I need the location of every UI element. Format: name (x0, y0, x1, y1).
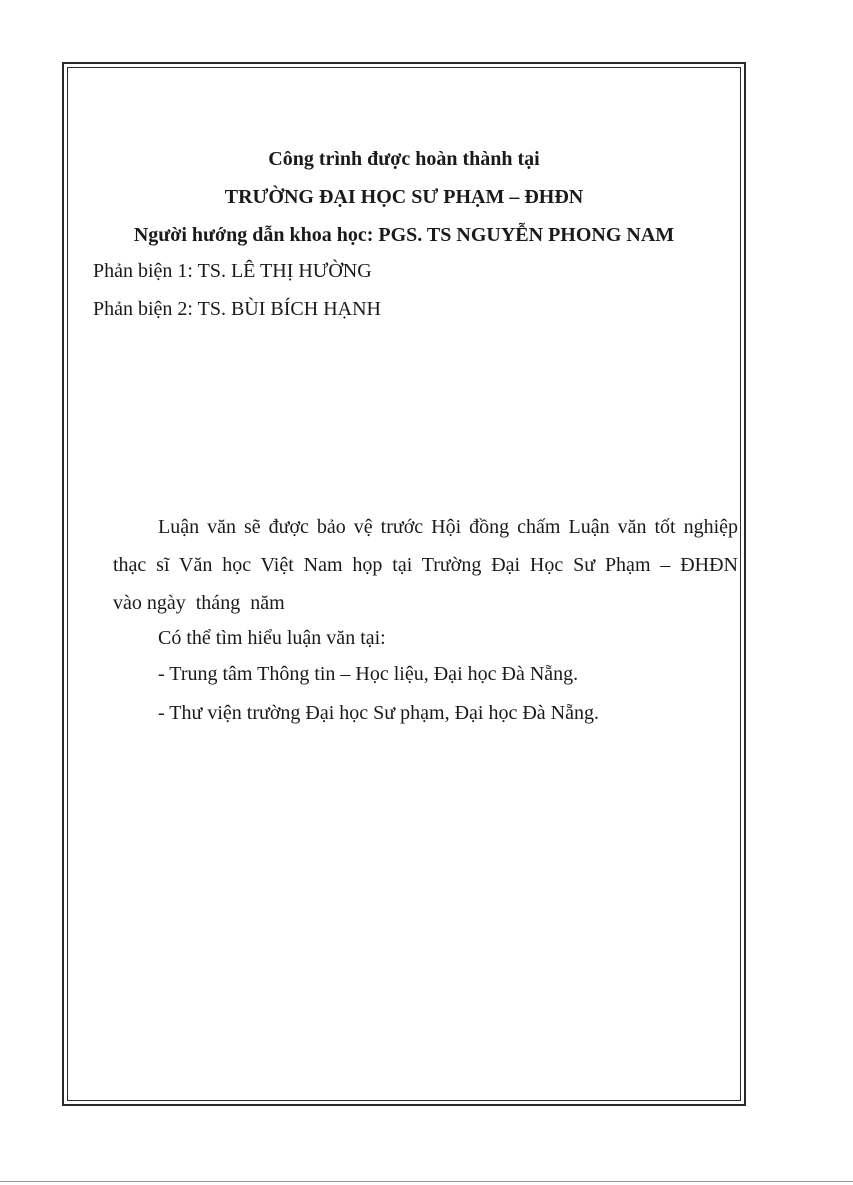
page-bottom-rule (0, 1181, 853, 1182)
library-intro: Có thể tìm hiểu luận văn tại: (158, 627, 386, 649)
defense-line-2: thạc sĩ Văn học Việt Nam họp tại Trường Đại Học Sư Phạm – ĐHĐN (113, 554, 738, 576)
library-item-1: - Trung tâm Thông tin – Học liệu, Đại học Đà Nẵng. (158, 663, 579, 685)
supervisor-line: Người hướng dẫn khoa học: PGS. TS NGUYỄN PHONG NAM (133, 224, 675, 246)
reviewer-2: Phản biện 2: TS. BÙI BÍCH HẠNH (93, 298, 381, 320)
library-item-2: - Thư viện trường Đại học Sư phạm, Đại học Đà Nẵng. (158, 702, 599, 724)
defense-date-line: vào ngày tháng năm (113, 592, 285, 614)
defense-line-1: Luận văn sẽ được bảo vệ trước Hội đồng chấm Luận văn tốt nghiệp (158, 516, 738, 538)
completion-heading: Công trình được hoàn thành tại (268, 148, 540, 170)
reviewer-1: Phản biện 1: TS. LÊ THỊ HƯỜNG (93, 260, 372, 282)
university-name: TRƯỜNG ĐẠI HỌC SƯ PHẠM – ĐHĐN (224, 186, 584, 208)
